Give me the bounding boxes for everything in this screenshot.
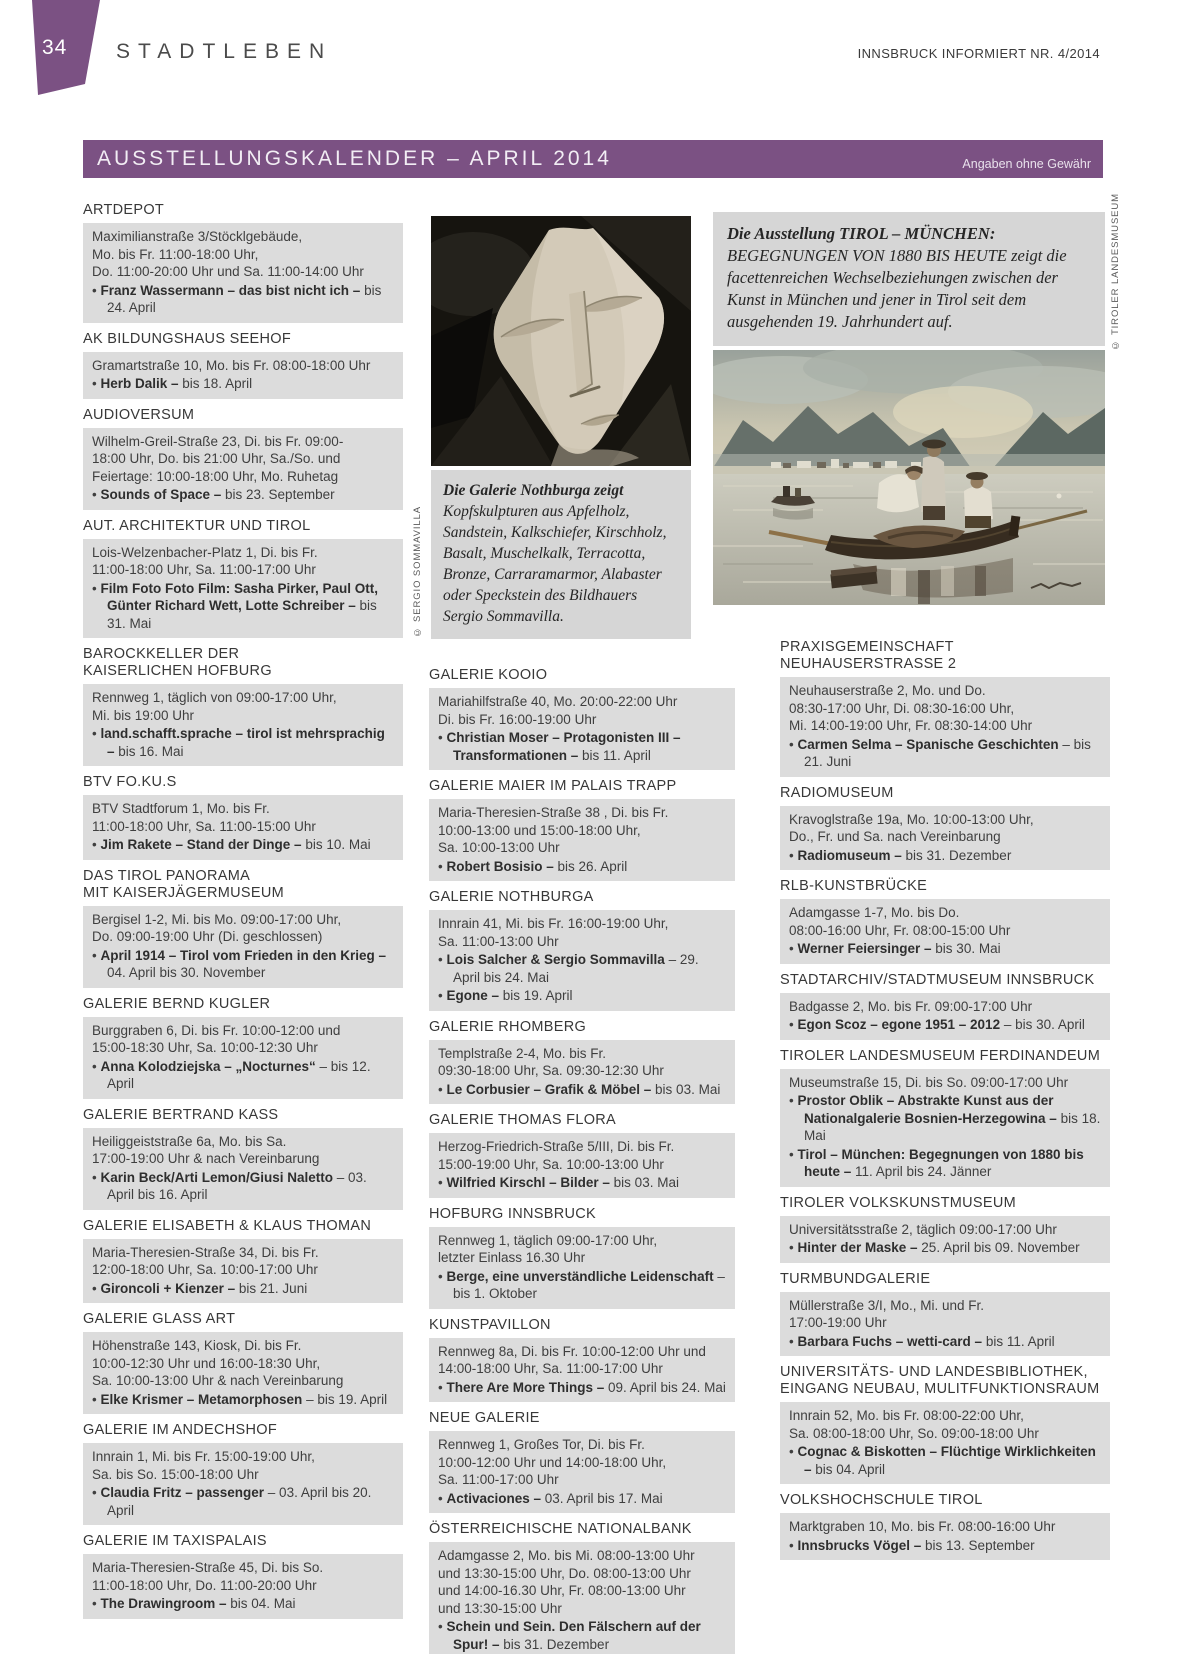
venue-box bbox=[429, 1338, 735, 1403]
caption-text: zeigt die facettenreichen Wechselbeziehungen zwischen der Kunst in München und jener in Tirol seit dem ausgehenden 19. Jahrhundert auf. bbox=[727, 246, 1067, 331]
venue-box bbox=[83, 223, 403, 323]
venue-name: ÖSTERREICHISCHE NATIONALBANK bbox=[429, 1521, 692, 1537]
page-number: 34 bbox=[42, 36, 68, 59]
exhibition-entry: • Hinter der Maske – 25. April bis 09. November bbox=[789, 1240, 1080, 1255]
venue-info-line: Bergisel 1-2, Mi. bis Mo. 09:00-17:00 Uhr, bbox=[92, 911, 342, 927]
exhibition-entry: • Lois Salcher & Sergio Sommavilla – 29. April bis 24. Mai bbox=[438, 952, 699, 985]
exhibition-entry: • Christian Moser – Protagonisten III – Transformationen – bis 11. April bbox=[438, 730, 681, 763]
exhibition-entry: • April 1914 – Tirol vom Frieden in den Krieg – 04. April bis 30. November bbox=[92, 947, 387, 980]
venue-name: HOFBURG INNSBRUCK bbox=[429, 1205, 597, 1222]
venue-name: GALERIE NOTHBURGA bbox=[429, 889, 594, 905]
venue-section bbox=[780, 785, 1110, 871]
venue-info-line: Universitätsstraße 2, täglich 09:00-17:00 Uhr bbox=[789, 1221, 1057, 1237]
exhibition-entry: • Wilfried Kirschl – Bilder – bis 03. Mai bbox=[438, 1175, 679, 1190]
sculpture-photo bbox=[431, 216, 691, 466]
issue-label: INNSBRUCK INFORMIERT NR. 4/2014 bbox=[857, 46, 1100, 61]
caption-lead: Die Galerie Nothburga zeigt bbox=[443, 482, 624, 499]
venue-box bbox=[83, 1443, 403, 1525]
exhibition-entry: • Anna Kolodziejska – „Nocturnes“ – bis 12. April bbox=[92, 1058, 371, 1091]
venue-info-line: Sa. 10:00-13:00 Uhr & nach Vereinbarung bbox=[92, 1373, 344, 1388]
venue-info-line: 11:00-18:00 Uhr, Do. 11:00-20:00 Uhr bbox=[92, 1577, 317, 1593]
venue-info-line: 10:00-12:00 Uhr und 14:00-18:00 Uhr, bbox=[438, 1454, 667, 1470]
venue-info-line: 11:00-18:00 Uhr, Sa. 11:00-15:00 Uhr bbox=[92, 818, 316, 834]
venue-name: TIROLER LANDESMUSEUM FERDINANDEUM bbox=[780, 1047, 1101, 1064]
column-left bbox=[83, 196, 403, 1619]
venue-section bbox=[780, 972, 1110, 1040]
exhibition-entry: • Tirol – München: Begegnungen von 1880 bis heute – 11. April bis 24. Jänner bbox=[789, 1146, 1084, 1179]
venue-info-line: Sa. 11:00-17:00 Uhr bbox=[438, 1472, 559, 1487]
exhibition-entry: • Egon Scoz – egone 1951 – 2012 – bis 30. April bbox=[789, 1017, 1085, 1032]
venue-name: GALERIE BERTRAND KASS bbox=[83, 1106, 279, 1123]
venue-info-line: Sa. 08:00-18:00 Uhr, So. 09:00-18:00 Uhr bbox=[789, 1425, 1039, 1441]
exhibition-entry: • Gironcoli + Kienzer – bis 21. Juni bbox=[92, 1280, 308, 1296]
venue-name: STADTARCHIV/STADTMUSEUM INNSBRUCK bbox=[780, 971, 1095, 988]
venue-section bbox=[429, 1112, 735, 1198]
venue-info-line: Innrain 1, Mi. bis Fr. 15:00-19:00 Uhr, bbox=[92, 1449, 315, 1464]
venue-info-line: 15:00-18:30 Uhr, Sa. 10:00-12:30 Uhr bbox=[92, 1040, 318, 1055]
venue-name: GALERIE MAIER IM PALAIS TRAPP bbox=[429, 778, 677, 794]
venue-name: ARTDEPOT bbox=[83, 202, 165, 218]
venue-info-line: Herzog-Friedrich-Straße 5/III, Di. bis Fr. bbox=[438, 1139, 675, 1154]
venue-box bbox=[83, 539, 403, 639]
venue-box bbox=[780, 993, 1110, 1040]
venue-info-line: letzter Einlass 16.30 Uhr bbox=[438, 1250, 586, 1265]
venue-info-line: Badgasse 2, Mo. bis Fr. 09:00-17:00 Uhr bbox=[789, 998, 1033, 1014]
venue-info-line: Müllerstraße 3/I, Mo., Mi. und Fr. bbox=[789, 1297, 985, 1313]
venue-info-line: 12:00-18:00 Uhr, Sa. 10:00-17:00 Uhr bbox=[92, 1262, 318, 1277]
venue-name: KUNSTPAVILLON bbox=[429, 1316, 551, 1333]
venue-box bbox=[429, 1040, 735, 1105]
painting-media-block bbox=[713, 192, 1121, 605]
exhibition-entry: • Activaciones – 03. April bis 17. Mai bbox=[438, 1490, 663, 1506]
venue-info-line: Rennweg 1, täglich 09:00-17:00 Uhr, bbox=[438, 1232, 658, 1248]
venue-info-line: Maria-Theresien-Straße 38 , Di. bis Fr. bbox=[438, 805, 669, 820]
venue-section bbox=[83, 518, 403, 639]
venue-info-line: Burggraben 6, Di. bis Fr. 10:00-12:00 und bbox=[92, 1022, 341, 1038]
venue-name: GALERIE THOMAS FLORA bbox=[429, 1112, 617, 1128]
venue-box bbox=[780, 806, 1110, 871]
venue-info-line: und 13:30-15:00 Uhr bbox=[438, 1600, 562, 1616]
exhibition-entry: • Robert Bosisio – bis 26. April bbox=[438, 858, 628, 874]
venue-box bbox=[429, 1227, 735, 1309]
venue-box bbox=[83, 1554, 403, 1619]
venue-info-line: 15:00-19:00 Uhr, Sa. 10:00-13:00 Uhr bbox=[438, 1156, 664, 1172]
exhibition-entry: • Barbara Fuchs – wetti-card – bis 11. April bbox=[789, 1333, 1055, 1349]
venue-info-line: 17:00-19:00 Uhr bbox=[789, 1315, 887, 1330]
venue-info-line: Mo. bis Fr. 11:00-18:00 Uhr, bbox=[92, 246, 259, 262]
venue-info-line: Do. 09:00-19:00 Uhr (Di. geschlossen) bbox=[92, 929, 323, 944]
venue-info-line: Maria-Theresien-Straße 34, Di. bis Fr. bbox=[92, 1244, 319, 1260]
venue-name: TIROLER VOLKSKUNSTMUSEUM bbox=[780, 1194, 1017, 1211]
exhibition-entry: • Egone – bis 19. April bbox=[438, 988, 573, 1003]
venue-box bbox=[780, 1513, 1110, 1560]
venue-section bbox=[83, 1422, 403, 1525]
venue-name: BTV FO.KU.S bbox=[83, 774, 177, 790]
section-title: STADTLEBEN bbox=[116, 40, 333, 63]
venue-section bbox=[83, 202, 403, 323]
venue-box bbox=[429, 910, 735, 1011]
exhibition-entry: • There Are More Things – 09. April bis 24. Mai bbox=[438, 1379, 726, 1395]
venue-info-line: Mi. 14:00-19:00 Uhr, Fr. 08:30-14:00 Uhr bbox=[789, 718, 1033, 733]
venue-name: GALERIE IM TAXISPALAIS bbox=[83, 1533, 267, 1549]
banner-note: Angaben ohne Gewähr bbox=[962, 157, 1091, 171]
exhibition-entry: • Herb Dalik – bis 18. April bbox=[92, 376, 253, 391]
caption-mid: BEGEGNUNGEN VON 1880 BIS HEUTE bbox=[727, 246, 1007, 265]
photo-credit-sommavilla: © SERGIO SOMMAVILLA bbox=[412, 505, 423, 637]
sculpture-media-block bbox=[412, 216, 691, 639]
exhibition-entry: • Le Corbusier – Grafik & Möbel – bis 03. Mai bbox=[438, 1081, 721, 1097]
venue-section bbox=[780, 1195, 1110, 1263]
column-right bbox=[713, 192, 1121, 1560]
venue-box bbox=[83, 906, 403, 988]
venue-box bbox=[780, 1069, 1110, 1187]
venue-box bbox=[83, 428, 403, 510]
venue-info-line: Heiliggeiststraße 6a, Mo. bis Sa. bbox=[92, 1133, 287, 1149]
venue-info-line: Sa. 10:00-13:00 Uhr bbox=[438, 840, 560, 855]
venue-info-line: Maximilianstraße 3/Stöcklgebäude, bbox=[92, 229, 303, 244]
venue-info-line: 09:30-18:00 Uhr, Sa. 09:30-12:30 Uhr bbox=[438, 1063, 664, 1078]
venue-box bbox=[83, 1017, 403, 1099]
venue-box bbox=[429, 1542, 735, 1654]
venue-info-line: Lois-Welzenbacher-Platz 1, Di. bis Fr. bbox=[92, 544, 318, 560]
venue-section bbox=[429, 1410, 735, 1513]
venue-section bbox=[780, 1364, 1110, 1484]
venue-info-line: Di. bis Fr. 16:00-19:00 Uhr bbox=[438, 711, 597, 727]
venue-name: DAS TIROL PANORAMA MIT KAISERJÄGERMUSEUM bbox=[83, 867, 285, 901]
venue-info-line: BTV Stadtforum 1, Mo. bis Fr. bbox=[92, 801, 270, 816]
exhibition-entry: • Claudia Fritz – passenger – 03. April bis 20. April bbox=[92, 1485, 372, 1518]
venue-info-line: und 13:30-15:00 Uhr, Do. 08:00-13:00 Uhr bbox=[438, 1565, 691, 1581]
venue-section bbox=[780, 639, 1110, 777]
caption-text: Kopfskulpturen aus Apfelholz, Sandstein, Kalkschiefer, Kirschholz, Basalt, Muschelkalk, Terracotta, Bronze, Carraramarmor, Alabaster oder Speckstein des Bildhauers Sergio Sommavilla. bbox=[443, 503, 667, 625]
venue-info-line: Maria-Theresien-Straße 45, Di. bis So. bbox=[92, 1560, 324, 1575]
exhibition-entry: • Elke Krismer – Metamorphosen – bis 19. April bbox=[92, 1391, 388, 1407]
exhibition-entry: • Berge, eine unverständliche Leidenschaft – bis 1. Oktober bbox=[438, 1268, 725, 1301]
venue-info-line: Adamgasse 2, Mo. bis Mi. 08:00-13:00 Uhr bbox=[438, 1548, 695, 1563]
venue-section bbox=[429, 1019, 735, 1105]
caption-lead: Die Ausstellung TIROL – MÜNCHEN: bbox=[727, 224, 996, 243]
venue-info-line: 08:00-16:00 Uhr, Fr. 08:00-15:00 Uhr bbox=[789, 922, 1011, 938]
painting-image bbox=[713, 350, 1105, 605]
venue-info-line: Museumstraße 15, Di. bis So. 09:00-17:00 Uhr bbox=[789, 1074, 1069, 1090]
venue-section bbox=[83, 331, 403, 399]
venue-info-line: 11:00-18:00 Uhr, Sa. 11:00-17:00 Uhr bbox=[92, 562, 316, 577]
venue-info-line: Innrain 52, Mo. bis Fr. 08:00-22:00 Uhr, bbox=[789, 1408, 1024, 1423]
venue-info-line: Gramartstraße 10, Mo. bis Fr. 08:00-18:00 Uhr bbox=[92, 357, 371, 373]
venue-name: GALERIE BERND KUGLER bbox=[83, 995, 271, 1012]
venue-name: AUT. ARCHITEKTUR UND TIROL bbox=[83, 517, 311, 534]
venue-info-line: und 14:00-16.30 Uhr, Fr. 08:00-13:00 Uhr bbox=[438, 1583, 686, 1598]
venue-box bbox=[429, 688, 735, 770]
venue-box bbox=[83, 352, 403, 399]
exhibition-entry: • Karin Beck/Arti Lemon/Giusi Naletto – 03. April bis 16. April bbox=[92, 1169, 367, 1202]
venue-info-line: Kravoglstraße 19a, Mo. 10:00-13:00 Uhr, bbox=[789, 811, 1034, 827]
venue-section bbox=[83, 1311, 403, 1414]
sculpture-caption bbox=[431, 470, 691, 639]
venue-box bbox=[429, 1133, 735, 1198]
venue-info-line: Adamgasse 1-7, Mo. bis Do. bbox=[789, 905, 960, 920]
venue-info-line: Rennweg 1, Großes Tor, Di. bis Fr. bbox=[438, 1437, 645, 1452]
venue-section bbox=[83, 1107, 403, 1210]
venue-section bbox=[429, 1521, 735, 1654]
venue-name: VOLKSHOCHSCHULE TIROL bbox=[780, 1492, 983, 1508]
venue-section bbox=[83, 407, 403, 510]
venue-info-line: Mi. bis 19:00 Uhr bbox=[92, 707, 195, 723]
venue-section bbox=[83, 868, 403, 988]
venue-info-line: 18:00 Uhr, Do. bis 21:00 Uhr, Sa./So. und bbox=[92, 451, 341, 466]
venue-section bbox=[429, 1317, 735, 1403]
venue-name: GALERIE ELISABETH & KLAUS THOMAN bbox=[83, 1217, 372, 1234]
venue-box bbox=[780, 1216, 1110, 1263]
venue-box bbox=[780, 1292, 1110, 1357]
venue-info-line: Sa. 11:00-13:00 Uhr bbox=[438, 933, 559, 949]
venue-name: RADIOMUSEUM bbox=[780, 784, 894, 801]
venue-name: GALERIE KOOIO bbox=[429, 667, 548, 683]
exhibition-entry: • The Drawingroom – bis 04. Mai bbox=[92, 1596, 296, 1611]
venue-info-line: Do. 11:00-20:00 Uhr und Sa. 11:00-14:00 Uhr bbox=[92, 264, 364, 279]
venue-box bbox=[780, 1402, 1110, 1484]
venue-info-line: Sa. bis So. 15:00-18:00 Uhr bbox=[92, 1466, 259, 1482]
venue-name: NEUE GALERIE bbox=[429, 1410, 540, 1426]
venue-info-line: Marktgraben 10, Mo. bis Fr. 08:00-16:00 Uhr bbox=[789, 1519, 1056, 1534]
banner-title: AUSSTELLUNGSKALENDER – APRIL 2014 bbox=[97, 147, 612, 170]
venue-section bbox=[780, 1492, 1110, 1560]
exhibition-entry: • Sounds of Space – bis 23. September bbox=[92, 487, 335, 502]
venue-info-line: 14:00-18:00 Uhr, Sa. 11:00-17:00 Uhr bbox=[438, 1361, 663, 1376]
exhibition-entry: • Radiomuseum – bis 31. Dezember bbox=[789, 847, 1012, 863]
venue-section bbox=[429, 667, 735, 770]
venue-info-line: Innrain 41, Mi. bis Fr. 16:00-19:00 Uhr, bbox=[438, 916, 669, 931]
venue-info-line: 17:00-19:00 Uhr & nach Vereinbarung bbox=[92, 1151, 320, 1166]
venue-box bbox=[83, 1332, 403, 1414]
exhibition-entry: • Innsbrucks Vögel – bis 13. September bbox=[789, 1537, 1035, 1553]
venue-box bbox=[83, 1128, 403, 1210]
listings-middle bbox=[429, 667, 735, 1654]
venue-box bbox=[83, 1239, 403, 1304]
venue-box bbox=[83, 684, 403, 766]
venue-info-line: 08:30-17:00 Uhr, Di. 08:30-16:00 Uhr, bbox=[789, 700, 1015, 716]
venue-section bbox=[780, 878, 1110, 964]
exhibition-entry: • Schein und Sein. Den Fälschern auf der Spur! – bis 31. Dezember bbox=[438, 1619, 701, 1652]
venue-info-line: Mariahilfstraße 40, Mo. 20:00-22:00 Uhr bbox=[438, 694, 678, 709]
venue-section bbox=[429, 1206, 735, 1309]
venue-box bbox=[83, 795, 403, 860]
venue-box bbox=[429, 1431, 735, 1513]
exhibition-entry: • Cognac & Biskotten – Flüchtige Wirklichkeiten – bis 04. April bbox=[789, 1444, 1096, 1477]
venue-info-line: Rennweg 1, täglich von 09:00-17:00 Uhr, bbox=[92, 690, 337, 705]
venue-section bbox=[780, 1048, 1110, 1187]
venue-section bbox=[83, 774, 403, 860]
exhibition-entry: • Werner Feiersinger – bis 30. Mai bbox=[789, 941, 1001, 956]
venue-info-line: Do., Fr. und Sa. nach Vereinbarung bbox=[789, 829, 1001, 844]
venue-name: TURMBUNDGALERIE bbox=[780, 1270, 931, 1287]
exhibition-entry: • Franz Wassermann – das bist nicht ich – bis 24. April bbox=[92, 282, 382, 315]
venue-info-line: Rennweg 8a, Di. bis Fr. 10:00-12:00 Uhr und bbox=[438, 1343, 706, 1359]
venue-info-line: 10:00-12:30 Uhr und 16:00-18:30 Uhr, bbox=[92, 1355, 321, 1371]
venue-info-line: 10:00-13:00 und 15:00-18:00 Uhr, bbox=[438, 822, 641, 838]
listings-right bbox=[780, 639, 1110, 1560]
calendar-banner bbox=[83, 140, 1103, 178]
venue-box bbox=[429, 799, 735, 881]
venue-name: RLB-KUNSTBRÜCKE bbox=[780, 878, 928, 894]
venue-box bbox=[780, 677, 1110, 777]
venue-section bbox=[780, 1271, 1110, 1357]
venue-info-line: Neuhauserstraße 2, Mo. und Do. bbox=[789, 683, 986, 698]
photo-credit-landesmuseum: © TIROLER LANDESMUSEUM bbox=[1110, 192, 1121, 350]
exhibition-entry: • Prostor Oblik – Abstrakte Kunst aus der Nationalgalerie Bosnien-Herzegowina – bis 18. Mai bbox=[789, 1093, 1101, 1143]
exhibition-entry: • Jim Rakete – Stand der Dinge – bis 10. Mai bbox=[92, 837, 371, 852]
venue-info-line: Wilhelm-Greil-Straße 23, Di. bis Fr. 09:00- bbox=[92, 433, 344, 449]
venue-info-line: Höhenstraße 143, Kiosk, Di. bis Fr. bbox=[92, 1338, 302, 1353]
venue-info-line: Templstraße 2-4, Mo. bis Fr. bbox=[438, 1045, 607, 1061]
tirol-caption bbox=[713, 212, 1105, 346]
venue-name: PRAXISGEMEINSCHAFT NEUHAUSERSTRASSE 2 bbox=[780, 639, 957, 672]
exhibition-entry: • Carmen Selma – Spanische Geschichten – bis 21. Juni bbox=[789, 736, 1091, 769]
listings-left bbox=[83, 202, 403, 1619]
venue-section bbox=[83, 646, 403, 766]
venue-section bbox=[83, 1218, 403, 1304]
venue-info-line: Feiertage: 10:00-18:00 Uhr, Mo. Ruhetag bbox=[92, 468, 339, 484]
venue-name: GALERIE GLASS ART bbox=[83, 1311, 236, 1327]
venue-name: UNIVERSITÄTS- UND LANDESBIBLIOTHEK, EINGANG NEUBAU, MULITFUNKTIONSRAUM bbox=[780, 1364, 1100, 1397]
exhibition-entry: • land.schafft.sprache – tirol ist mehrsprachig – bis 16. Mai bbox=[92, 726, 385, 759]
venue-name: AK BILDUNGSHAUS SEEHOF bbox=[83, 330, 292, 347]
venue-box bbox=[780, 899, 1110, 964]
venue-section bbox=[83, 996, 403, 1099]
venue-section bbox=[429, 778, 735, 881]
venue-section bbox=[429, 889, 735, 1011]
venue-name: BAROCKKELLER DER KAISERLICHEN HOFBURG bbox=[83, 646, 272, 679]
column-middle bbox=[412, 196, 735, 1654]
venue-name: GALERIE RHOMBERG bbox=[429, 1018, 587, 1035]
venue-name: AUDIOVERSUM bbox=[83, 406, 195, 423]
venue-name: GALERIE IM ANDECHSHOF bbox=[83, 1422, 278, 1438]
venue-section bbox=[83, 1533, 403, 1619]
exhibition-entry: • Film Foto Foto Film: Sasha Pirker, Paul Ott, Günter Richard Wett, Lotte Schreiber – bis 31. Mai bbox=[92, 580, 379, 631]
